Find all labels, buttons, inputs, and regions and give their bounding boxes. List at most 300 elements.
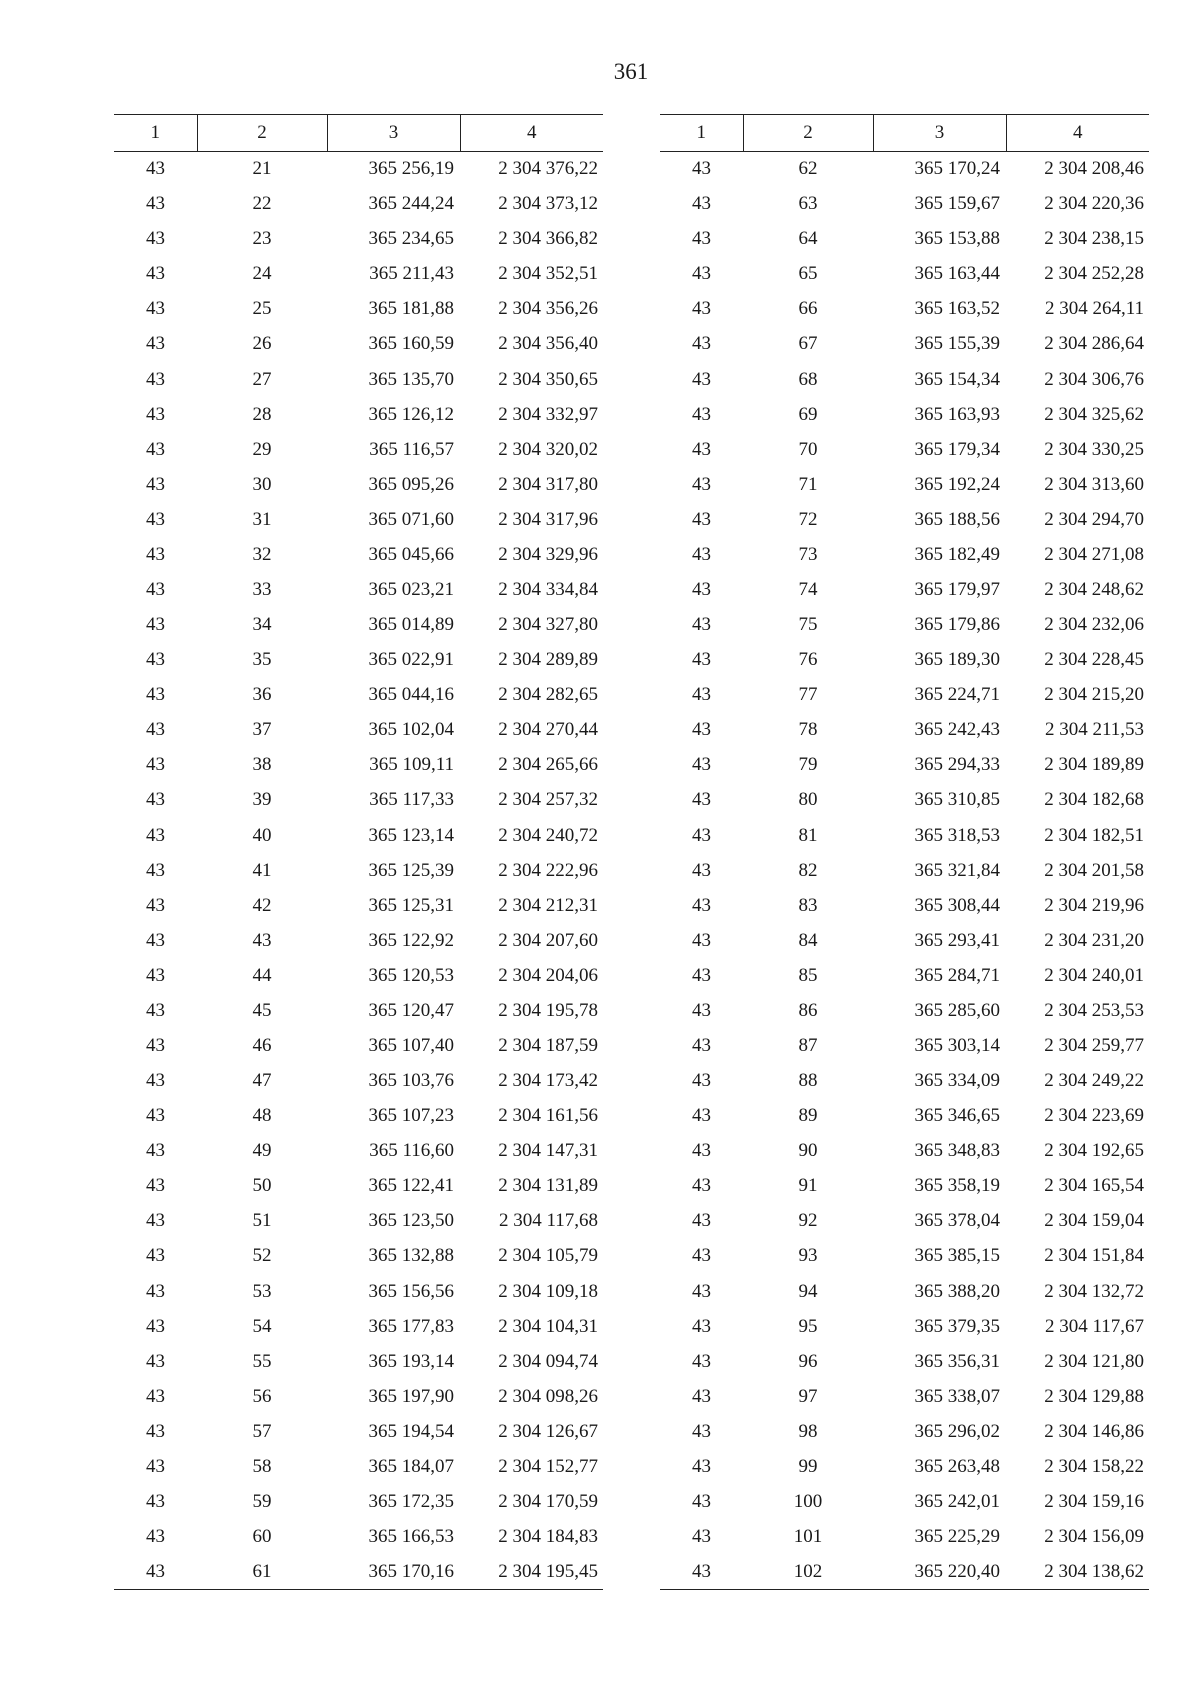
cell-coordinate-y: 2 304 248,62	[1044, 578, 1144, 600]
table-row	[114, 1169, 603, 1204]
page-number: 361	[613, 59, 649, 84]
cell-coordinate-x: 365 188,56	[914, 508, 1000, 530]
cell-point-number: 62	[798, 158, 818, 180]
cell-point-number: 81	[798, 824, 818, 846]
cell-coordinate-x: 365 120,53	[368, 964, 454, 986]
cell-coordinate-x: 365 211,43	[369, 263, 454, 285]
cell-coordinate-x: 365 117,33	[369, 789, 454, 811]
cell-group: 43	[146, 1526, 165, 1548]
cell-coordinate-x: 365 103,76	[368, 1070, 454, 1092]
cell-coordinate-y: 2 304 249,22	[1044, 1070, 1144, 1092]
table-row	[660, 748, 1149, 783]
cell-group: 43	[146, 578, 165, 600]
table-row	[114, 257, 603, 292]
cell-coordinate-x: 365 244,24	[368, 193, 454, 215]
cell-coordinate-x: 365 285,60	[914, 999, 1000, 1021]
cell-point-number: 29	[252, 438, 272, 460]
cell-group: 43	[692, 1175, 711, 1197]
cell-coordinate-y: 2 304 264,11	[1044, 298, 1144, 320]
cell-point-number: 92	[798, 1210, 818, 1232]
table-row	[660, 678, 1149, 713]
cell-group: 43	[692, 578, 711, 600]
cell-point-number: 72	[798, 508, 818, 530]
cell-point-number: 94	[798, 1280, 818, 1302]
column-header-4: 4	[1006, 115, 1149, 152]
cell-point-number: 35	[252, 649, 272, 671]
cell-coordinate-y: 2 304 366,82	[498, 228, 598, 250]
cell-coordinate-y: 2 304 330,25	[1044, 438, 1144, 460]
cell-point-number: 69	[798, 403, 818, 425]
column-header-3: 3	[327, 115, 460, 152]
cell-coordinate-y: 2 304 187,59	[498, 1034, 598, 1056]
cell-coordinate-y: 2 304 211,53	[1044, 719, 1144, 741]
cell-point-number: 52	[252, 1245, 272, 1267]
cell-coordinate-y: 2 304 158,22	[1044, 1455, 1144, 1477]
table-row	[114, 432, 603, 467]
cell-coordinate-x: 365 044,16	[368, 684, 454, 706]
cell-group: 43	[146, 473, 165, 495]
cell-point-number: 45	[252, 999, 272, 1021]
table-row	[660, 993, 1149, 1028]
cell-group: 43	[692, 1280, 711, 1302]
cell-point-number: 53	[252, 1280, 272, 1302]
cell-group: 43	[146, 1070, 165, 1092]
cell-group: 43	[692, 543, 711, 565]
table-header-row	[114, 115, 603, 152]
cell-group: 43	[692, 859, 711, 881]
cell-coordinate-y: 2 304 352,51	[498, 263, 598, 285]
cell-coordinate-y: 2 304 201,58	[1044, 859, 1144, 881]
cell-point-number: 34	[252, 614, 272, 636]
cell-group: 43	[146, 1350, 165, 1372]
cell-group: 43	[692, 1385, 711, 1407]
cell-point-number: 31	[252, 508, 272, 530]
table-row	[660, 1414, 1149, 1449]
table-row	[114, 1449, 603, 1484]
cell-group: 43	[146, 614, 165, 636]
table-row	[660, 1028, 1149, 1063]
cell-group: 43	[692, 228, 711, 250]
cell-group: 43	[692, 1526, 711, 1548]
table-row	[114, 1274, 603, 1309]
cell-group: 43	[146, 894, 165, 916]
cell-point-number: 54	[252, 1315, 272, 1337]
cell-coordinate-x: 365 116,60	[369, 1140, 454, 1162]
cell-group: 43	[692, 158, 711, 180]
cell-coordinate-y: 2 304 317,96	[498, 508, 598, 530]
cell-coordinate-y: 2 304 231,20	[1044, 929, 1144, 951]
table-row	[660, 187, 1149, 222]
cell-group: 43	[146, 684, 165, 706]
coordinates-table-right	[660, 114, 1149, 1590]
cell-coordinate-y: 2 304 156,09	[1044, 1526, 1144, 1548]
cell-coordinate-y: 2 304 320,02	[498, 438, 598, 460]
cell-coordinate-y: 2 304 104,31	[498, 1315, 598, 1337]
cell-point-number: 63	[798, 193, 818, 215]
cell-point-number: 74	[798, 578, 818, 600]
cell-coordinate-y: 2 304 257,32	[498, 789, 598, 811]
cell-group: 43	[146, 789, 165, 811]
table-row	[660, 362, 1149, 397]
cell-group: 43	[146, 508, 165, 530]
cell-coordinate-y: 2 304 306,76	[1044, 368, 1144, 390]
cell-coordinate-x: 365 346,65	[914, 1105, 1000, 1127]
cell-coordinate-y: 2 304 332,97	[498, 403, 598, 425]
cell-point-number: 27	[252, 368, 272, 390]
cell-point-number: 40	[252, 824, 272, 846]
cell-point-number: 90	[798, 1140, 818, 1162]
cell-group: 43	[692, 1070, 711, 1092]
cell-point-number: 60	[252, 1526, 272, 1548]
cell-group: 43	[146, 263, 165, 285]
cell-group: 43	[692, 789, 711, 811]
cell-coordinate-x: 365 116,57	[369, 438, 454, 460]
cell-group: 43	[146, 403, 165, 425]
table-row	[114, 993, 603, 1028]
cell-point-number: 87	[798, 1034, 818, 1056]
table-row	[114, 923, 603, 958]
cell-point-number: 89	[798, 1105, 818, 1127]
cell-group: 43	[692, 929, 711, 951]
table-row	[114, 327, 603, 362]
cell-coordinate-y: 2 304 232,06	[1044, 614, 1144, 636]
table-row	[114, 292, 603, 327]
table-row	[114, 1520, 603, 1555]
cell-point-number: 91	[798, 1175, 818, 1197]
cell-coordinate-y: 2 304 270,44	[498, 719, 598, 741]
cell-coordinate-y: 2 304 220,36	[1044, 193, 1144, 215]
cell-coordinate-y: 2 304 151,84	[1044, 1245, 1144, 1267]
cell-coordinate-y: 2 304 289,89	[498, 649, 598, 671]
cell-coordinate-x: 365 197,90	[368, 1385, 454, 1407]
cell-group: 43	[692, 754, 711, 776]
table-row	[114, 818, 603, 853]
table-row	[114, 152, 603, 187]
cell-coordinate-x: 365 153,88	[914, 228, 1000, 250]
cell-coordinate-y: 2 304 109,18	[498, 1280, 598, 1302]
cell-point-number: 84	[798, 929, 818, 951]
cell-group: 43	[146, 1455, 165, 1477]
cell-coordinate-y: 2 304 126,67	[498, 1420, 598, 1442]
table-row	[114, 1239, 603, 1274]
cell-coordinate-x: 365 310,85	[914, 789, 1000, 811]
table-row	[114, 502, 603, 537]
cell-coordinate-y: 2 304 182,68	[1044, 789, 1144, 811]
table-row	[114, 748, 603, 783]
cell-point-number: 47	[252, 1070, 272, 1092]
cell-coordinate-y: 2 304 376,22	[498, 158, 598, 180]
cell-group: 43	[146, 1140, 165, 1162]
cell-coordinate-y: 2 304 094,74	[498, 1350, 598, 1372]
cell-coordinate-y: 2 304 327,80	[498, 614, 598, 636]
cell-coordinate-x: 365 045,66	[368, 543, 454, 565]
cell-coordinate-y: 2 304 228,45	[1044, 649, 1144, 671]
cell-coordinate-x: 365 125,39	[368, 859, 454, 881]
column-header-1: 1	[660, 115, 743, 152]
table-row	[114, 853, 603, 888]
cell-point-number: 44	[252, 964, 272, 986]
cell-group: 43	[692, 1455, 711, 1477]
cell-coordinate-y: 2 304 147,31	[498, 1140, 598, 1162]
cell-point-number: 85	[798, 964, 818, 986]
cell-point-number: 98	[798, 1420, 818, 1442]
table-row	[114, 608, 603, 643]
cell-coordinate-y: 2 304 195,45	[460, 1555, 603, 1590]
cell-coordinate-y: 2 304 334,84	[498, 578, 598, 600]
cell-point-number: 33	[252, 578, 272, 600]
cell-coordinate-x: 365 163,44	[914, 263, 1000, 285]
cell-point-number: 65	[798, 263, 818, 285]
cell-coordinate-y: 2 304 356,26	[498, 298, 598, 320]
table-row	[660, 257, 1149, 292]
cell-point-number: 61	[197, 1555, 327, 1590]
cell-point-number: 82	[798, 859, 818, 881]
cell-coordinate-x: 365 378,04	[914, 1210, 1000, 1232]
table-row	[114, 362, 603, 397]
cell-coordinate-x: 365 356,31	[914, 1350, 1000, 1372]
cell-coordinate-x: 365 126,12	[368, 403, 454, 425]
cell-point-number: 100	[793, 1491, 823, 1512]
table-row	[660, 537, 1149, 572]
table-row	[660, 432, 1149, 467]
cell-group: 43	[692, 1350, 711, 1372]
table-row	[114, 1414, 603, 1449]
cell-coordinate-y: 2 304 286,64	[1044, 333, 1144, 355]
cell-group: 43	[146, 719, 165, 741]
cell-coordinate-x: 365 125,31	[368, 894, 454, 916]
cell-coordinate-x: 365 123,14	[368, 824, 454, 846]
cell-point-number: 50	[252, 1175, 272, 1197]
cell-coordinate-y: 2 304 350,65	[498, 368, 598, 390]
cell-point-number: 38	[252, 754, 272, 776]
cell-point-number: 66	[798, 298, 818, 320]
cell-coordinate-x: 365 193,14	[368, 1350, 454, 1372]
cell-group: 43	[146, 999, 165, 1021]
table-row	[660, 1379, 1149, 1414]
cell-group: 43	[692, 1105, 711, 1127]
table-body	[660, 152, 1149, 1590]
cell-group: 43	[146, 964, 165, 986]
cell-coordinate-x: 365 234,65	[368, 228, 454, 250]
cell-point-number: 96	[798, 1350, 818, 1372]
cell-point-number: 39	[252, 789, 272, 811]
cell-coordinate-y: 2 304 138,62	[1006, 1555, 1149, 1590]
cell-coordinate-x: 365 294,33	[914, 754, 1000, 776]
cell-point-number: 99	[798, 1455, 818, 1477]
cell-point-number: 37	[252, 719, 272, 741]
cell-coordinate-y: 2 304 184,83	[498, 1526, 598, 1548]
cell-point-number: 46	[252, 1034, 272, 1056]
table-row	[660, 1309, 1149, 1344]
table-row	[660, 1134, 1149, 1169]
cell-coordinate-x: 365 160,59	[368, 333, 454, 355]
cell-coordinate-x: 365 155,39	[914, 333, 1000, 355]
column-header-2: 2	[197, 115, 327, 152]
cell-group: 43	[692, 649, 711, 671]
cell-point-number: 21	[252, 158, 272, 180]
table-row	[114, 1028, 603, 1063]
cell-point-number: 28	[252, 403, 272, 425]
cell-coordinate-y: 2 304 259,77	[1044, 1034, 1144, 1056]
cell-coordinate-x: 365 318,53	[914, 824, 1000, 846]
cell-coordinate-y: 2 304 117,67	[1044, 1315, 1144, 1337]
cell-coordinate-y: 2 304 252,28	[1044, 263, 1144, 285]
cell-group: 43	[692, 473, 711, 495]
cell-group: 43	[692, 263, 711, 285]
cell-coordinate-y: 2 304 132,72	[1044, 1280, 1144, 1302]
cell-coordinate-x: 365 224,71	[914, 684, 1000, 706]
cell-coordinate-y: 2 304 265,66	[498, 754, 598, 776]
cell-coordinate-y: 2 304 240,72	[498, 824, 598, 846]
cell-point-number: 70	[798, 438, 818, 460]
cell-coordinate-x: 365 014,89	[368, 614, 454, 636]
cell-coordinate-y: 2 304 204,06	[498, 964, 598, 986]
table-row	[114, 222, 603, 257]
cell-point-number: 36	[252, 684, 272, 706]
cell-coordinate-x: 365 296,02	[914, 1420, 1000, 1442]
cell-coordinate-x: 365 170,16	[327, 1555, 460, 1590]
cell-coordinate-y: 2 304 222,96	[498, 859, 598, 881]
cell-coordinate-y: 2 304 117,68	[498, 1210, 598, 1232]
cell-group: 43	[692, 333, 711, 355]
cell-coordinate-x: 365 159,67	[914, 193, 1000, 215]
cell-coordinate-y: 2 304 159,16	[1044, 1491, 1144, 1512]
cell-coordinate-x: 365 388,20	[914, 1280, 1000, 1302]
table-row	[660, 818, 1149, 853]
cell-group: 43	[146, 649, 165, 671]
cell-coordinate-x: 365 348,83	[914, 1140, 1000, 1162]
cell-group: 43	[692, 1210, 711, 1232]
cell-point-number: 76	[798, 649, 818, 671]
cell-group: 43	[692, 1315, 711, 1337]
cell-point-number: 42	[252, 894, 272, 916]
cell-coordinate-y: 2 304 192,65	[1044, 1140, 1144, 1162]
cell-group: 43	[692, 1420, 711, 1442]
cell-group: 43	[146, 859, 165, 881]
table-row	[660, 888, 1149, 923]
cell-coordinate-x: 365 189,30	[914, 649, 1000, 671]
cell-coordinate-x: 365 338,07	[914, 1385, 1000, 1407]
cell-coordinate-y: 2 304 165,54	[1044, 1175, 1144, 1197]
table-row	[660, 1449, 1149, 1484]
cell-coordinate-x: 365 293,41	[914, 929, 1000, 951]
cell-coordinate-y: 2 304 159,04	[1044, 1210, 1144, 1232]
cell-point-number: 71	[798, 473, 818, 495]
table-row	[114, 643, 603, 678]
cell-point-number: 79	[798, 754, 818, 776]
cell-group: 43	[692, 1491, 711, 1512]
cell-coordinate-y: 2 304 195,78	[498, 999, 598, 1021]
cell-point-number: 26	[252, 333, 272, 355]
table-row	[660, 502, 1149, 537]
cell-group: 43	[692, 403, 711, 425]
cell-coordinate-y: 2 304 356,40	[498, 333, 598, 355]
cell-coordinate-x: 365 358,19	[914, 1175, 1000, 1197]
table-row	[114, 537, 603, 572]
table-row	[660, 643, 1149, 678]
table-row	[114, 783, 603, 818]
cell-coordinate-x: 365 184,07	[368, 1455, 454, 1477]
cell-group: 43	[146, 1245, 165, 1267]
cell-group: 43	[146, 543, 165, 565]
column-header-4: 4	[460, 115, 603, 152]
table-row	[660, 1274, 1149, 1309]
cell-group: 43	[692, 1140, 711, 1162]
table-row	[114, 958, 603, 993]
table-row	[660, 1555, 1149, 1590]
cell-coordinate-y: 2 304 161,56	[498, 1105, 598, 1127]
cell-group: 43	[146, 1385, 165, 1407]
cell-coordinate-x: 365 379,35	[914, 1315, 1000, 1337]
table-row	[660, 292, 1149, 327]
cell-group: 43	[692, 298, 711, 320]
cell-group: 43	[146, 1280, 165, 1302]
cell-coordinate-y: 2 304 098,26	[498, 1385, 598, 1407]
cell-coordinate-y: 2 304 294,70	[1044, 508, 1144, 530]
cell-group: 43	[146, 1420, 165, 1442]
cell-point-number: 43	[252, 929, 272, 951]
table-row	[660, 152, 1149, 187]
table-row	[660, 958, 1149, 993]
table-row	[660, 923, 1149, 958]
table-row	[660, 713, 1149, 748]
table-row	[660, 327, 1149, 362]
cell-group: 43	[146, 754, 165, 776]
cell-coordinate-y: 2 304 212,31	[498, 894, 598, 916]
cell-coordinate-y: 2 304 223,69	[1044, 1105, 1144, 1127]
cell-coordinate-x: 365 225,29	[914, 1526, 1000, 1548]
cell-coordinate-x: 365 334,09	[914, 1070, 1000, 1092]
cell-coordinate-y: 2 304 129,88	[1044, 1385, 1144, 1407]
cell-coordinate-x: 365 181,88	[368, 298, 454, 320]
cell-coordinate-x: 365 135,70	[368, 368, 454, 390]
cell-point-number: 51	[252, 1210, 272, 1232]
cell-point-number: 102	[743, 1555, 873, 1590]
cell-coordinate-x: 365 179,86	[914, 614, 1000, 636]
cell-coordinate-x: 365 022,91	[368, 649, 454, 671]
cell-coordinate-x: 365 023,21	[368, 578, 454, 600]
column-header-3: 3	[873, 115, 1006, 152]
cell-group: 43	[146, 193, 165, 215]
cell-point-number: 88	[798, 1070, 818, 1092]
cell-group: 43	[146, 1175, 165, 1197]
cell-coordinate-x: 365 177,83	[368, 1315, 454, 1337]
cell-coordinate-y: 2 304 152,77	[498, 1455, 598, 1477]
cell-point-number: 55	[252, 1350, 272, 1372]
cell-coordinate-x: 365 122,92	[368, 929, 454, 951]
cell-point-number: 57	[252, 1420, 272, 1442]
table-row	[114, 1099, 603, 1134]
cell-group: 43	[692, 964, 711, 986]
cell-group: 43	[146, 1034, 165, 1056]
cell-point-number: 68	[798, 368, 818, 390]
cell-point-number: 41	[252, 859, 272, 881]
cell-group: 43	[692, 999, 711, 1021]
cell-point-number: 67	[798, 333, 818, 355]
cell-point-number: 95	[798, 1315, 818, 1337]
cell-coordinate-x: 365 179,97	[914, 578, 1000, 600]
cell-coordinate-x: 365 156,56	[368, 1280, 454, 1302]
table-row	[660, 783, 1149, 818]
cell-point-number: 64	[798, 228, 818, 250]
cell-coordinate-y: 2 304 329,96	[498, 543, 598, 565]
cell-coordinate-x: 365 132,88	[368, 1245, 454, 1267]
cell-point-number: 56	[252, 1385, 272, 1407]
table-row	[114, 1484, 603, 1519]
cell-point-number: 23	[252, 228, 272, 250]
cell-coordinate-y: 2 304 105,79	[498, 1245, 598, 1267]
cell-coordinate-y: 2 304 238,15	[1044, 228, 1144, 250]
